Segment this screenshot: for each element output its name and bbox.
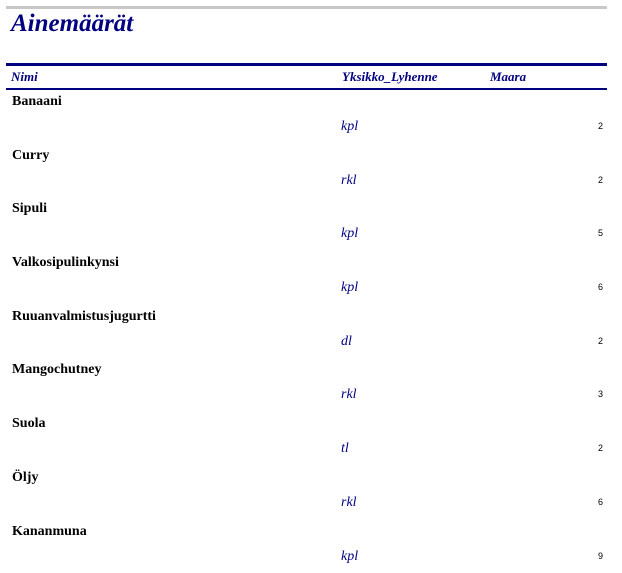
amount-value: 2 xyxy=(598,336,603,347)
list-item xyxy=(0,90,622,144)
ingredient-name: Valkosipulinkynsi xyxy=(12,254,119,271)
amount-value: 2 xyxy=(598,121,603,132)
unit-abbreviation: kpl xyxy=(341,279,358,296)
list-item xyxy=(0,466,622,520)
ingredient-name: Curry xyxy=(12,147,49,164)
ingredient-name: Banaani xyxy=(12,93,62,110)
list-item xyxy=(0,305,622,359)
amount-value: 2 xyxy=(598,175,603,186)
ingredient-name: Kananmuna xyxy=(12,523,87,540)
ingredient-list xyxy=(0,90,622,573)
amount-value: 6 xyxy=(598,497,603,508)
unit-abbreviation: kpl xyxy=(341,548,358,565)
column-header-maara: Maara xyxy=(490,69,526,85)
list-item xyxy=(0,412,622,466)
ingredient-name: Mangochutney xyxy=(12,361,101,378)
amount-value: 5 xyxy=(598,228,603,239)
unit-abbreviation: kpl xyxy=(341,225,358,242)
unit-abbreviation: kpl xyxy=(341,118,358,135)
unit-abbreviation: rkl xyxy=(341,494,357,511)
unit-abbreviation: rkl xyxy=(341,172,357,189)
header-top-divider xyxy=(6,63,607,66)
list-item xyxy=(0,520,622,573)
unit-abbreviation: rkl xyxy=(341,386,357,403)
unit-abbreviation: tl xyxy=(341,440,349,457)
list-item xyxy=(0,251,622,305)
list-item xyxy=(0,197,622,251)
report-title: Ainemäärät xyxy=(11,9,133,39)
amount-value: 3 xyxy=(598,389,603,400)
ingredient-name: Sipuli xyxy=(12,200,47,217)
list-item xyxy=(0,358,622,412)
ingredient-name: Öljy xyxy=(12,469,38,486)
amount-value: 6 xyxy=(598,282,603,293)
column-header-nimi: Nimi xyxy=(11,69,38,85)
list-item xyxy=(0,144,622,198)
ingredient-name: Suola xyxy=(12,415,45,432)
unit-abbreviation: dl xyxy=(341,333,352,350)
column-header-yksikko-lyhenne: Yksikko_Lyhenne xyxy=(342,69,438,85)
amount-value: 2 xyxy=(598,443,603,454)
ingredient-name: Ruuanvalmistusjugurtti xyxy=(12,308,156,325)
amount-value: 9 xyxy=(598,551,603,562)
